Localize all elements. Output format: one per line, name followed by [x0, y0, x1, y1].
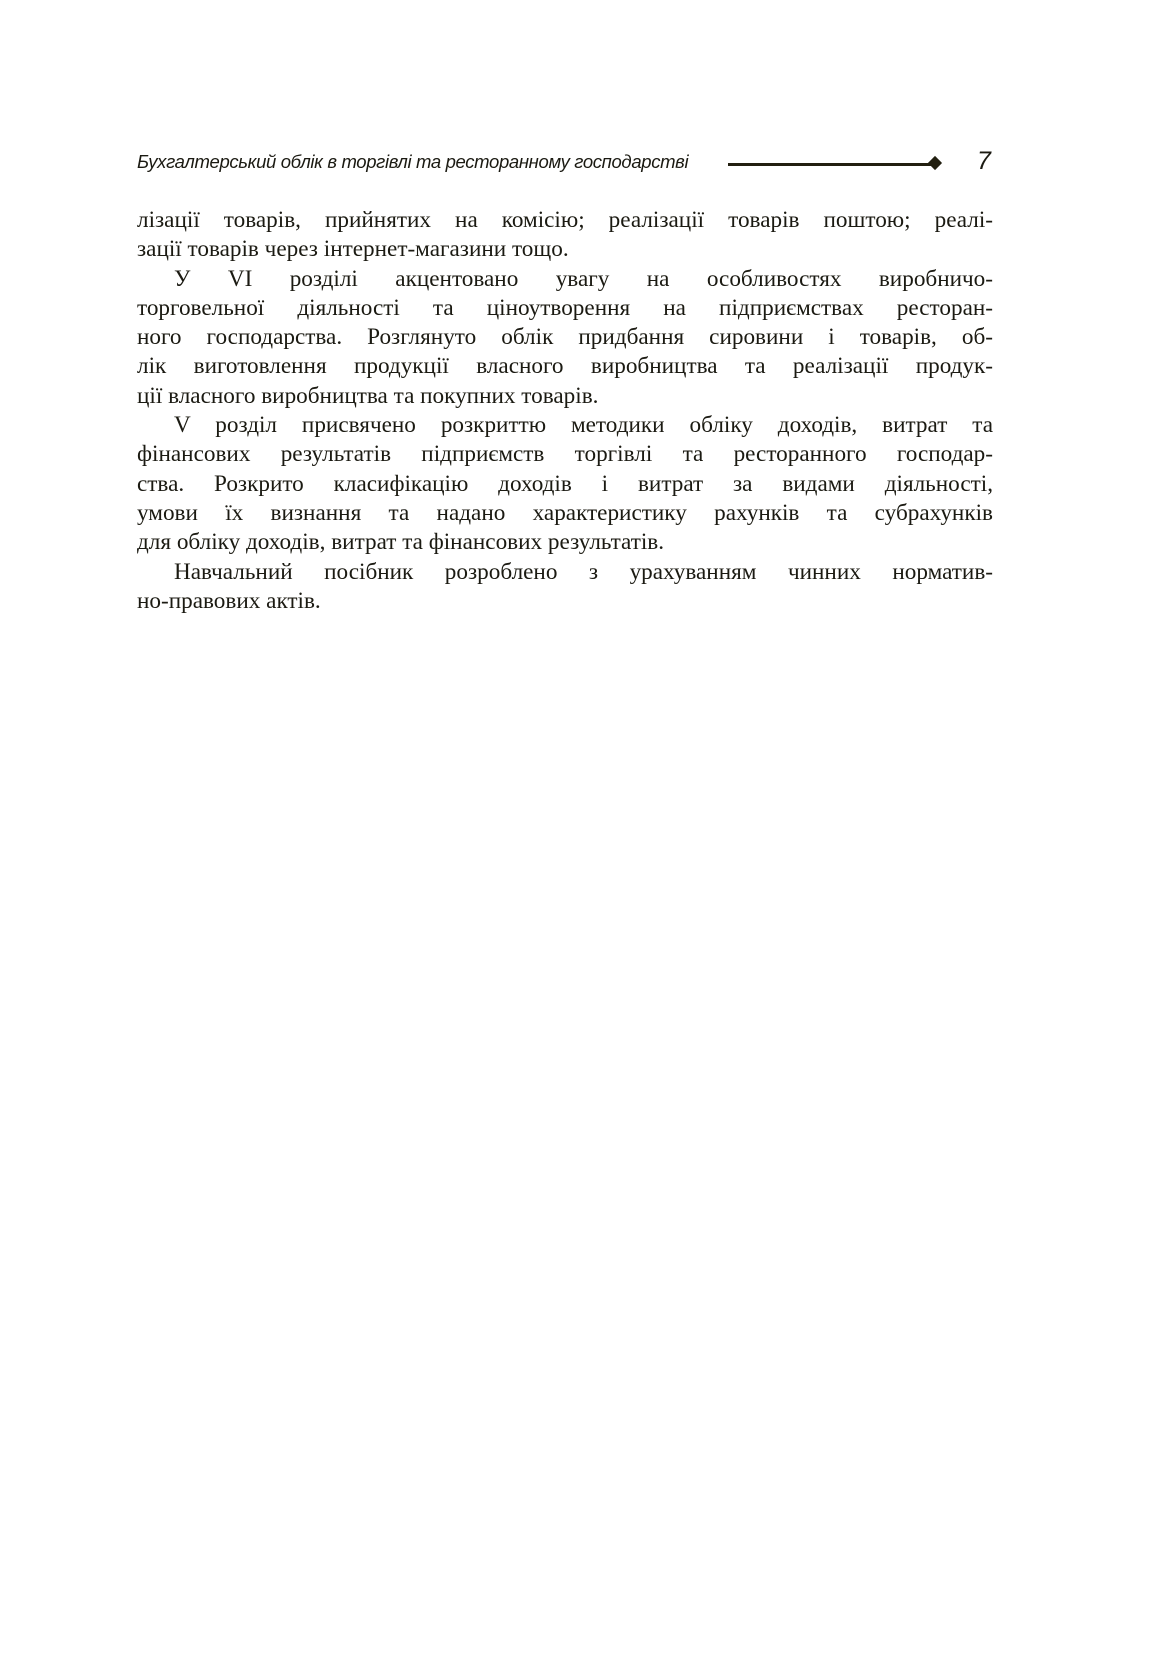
text-line: зації товарів через інтернет-магазини тощо.	[137, 236, 569, 263]
paragraph-4	[137, 558, 993, 617]
page-number: 7	[977, 147, 991, 175]
page-header	[137, 149, 993, 179]
diamond-ornament-icon	[928, 156, 942, 170]
text-line: ства. Розкрито класифікацію доходів і витрат за видами діяльності,	[137, 470, 993, 497]
text-line: У VI розділі акцентовано увагу на особливостях виробничо-	[174, 265, 993, 292]
paragraph-1	[137, 206, 993, 265]
text-line: но-правових актів.	[137, 587, 321, 614]
body-text	[137, 206, 993, 616]
text-line: Навчальний посібник розроблено з урахуванням чинних норматив-	[174, 558, 993, 585]
header-rule-divider	[728, 163, 934, 166]
text-line: лізації товарів, прийнятих на комісію; реалізації товарів поштою; реалі-	[137, 207, 993, 233]
text-line: V розділ присвячено розкриттю методики обліку доходів, витрат та	[174, 412, 993, 439]
text-line: ції власного виробництва та покупних товарів.	[137, 382, 599, 409]
text-line: фінансових результатів підприємств торгівлі та ресторанного господар-	[137, 441, 993, 468]
paragraph-3	[137, 411, 993, 557]
text-line: для обліку доходів, витрат та фінансових результатів.	[137, 529, 665, 556]
text-line: ного господарства. Розглянуто облік придбання сировини і товарів, об-	[137, 324, 993, 351]
paragraph-2	[137, 265, 993, 411]
running-title: Бухгалтерський облік в торгівлі та ресторанному господарстві	[137, 151, 689, 172]
text-line: торговельної діяльності та ціноутворення на підприємствах ресторан-	[137, 294, 993, 321]
text-line: лік виготовлення продукції власного виробництва та реалізації продук-	[137, 353, 993, 380]
text-line: умови їх визнання та надано характеристику рахунків та субрахунків	[137, 499, 993, 526]
